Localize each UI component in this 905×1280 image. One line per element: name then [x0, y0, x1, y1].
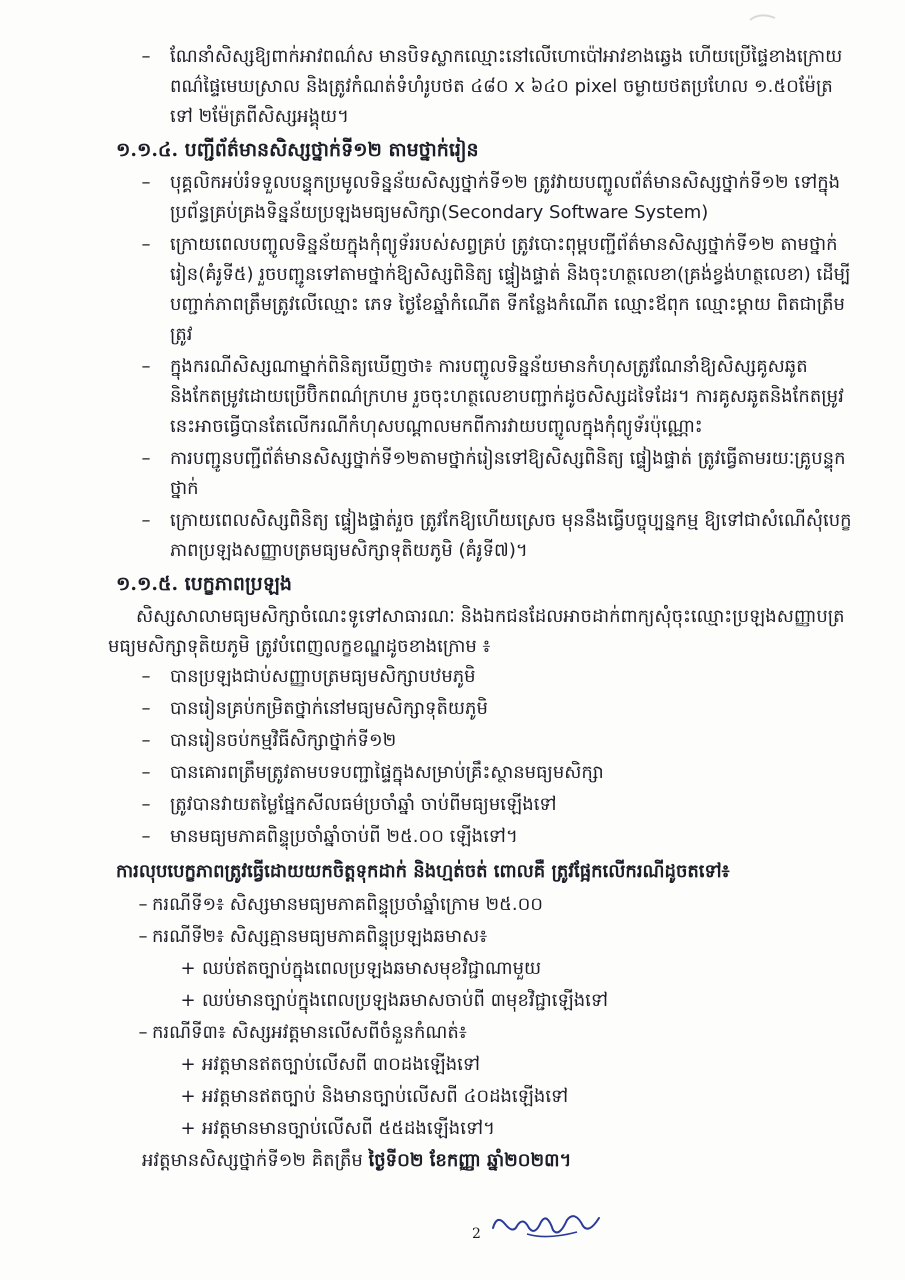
plus-bullet: +	[180, 1054, 196, 1075]
condition-item	[136, 662, 860, 692]
dash-bullet: –	[141, 172, 151, 193]
sub-item	[178, 954, 860, 984]
sub-item-text: អវត្តមានមានច្បាប់លើសពី ៥៥ដងឡើងទៅ។	[202, 1118, 495, 1139]
item-text: បានគោរពត្រឹមត្រូវតាមបទបញ្ជាផ្ទៃក្នុងសម្រាប់គ្រឹះស្ថានមធ្យមសិក្សា	[170, 762, 604, 783]
sub-item	[178, 1050, 860, 1080]
item-text: បានរៀនចប់កម្មវិធីសិក្សាថ្នាក់ទី១២	[170, 730, 397, 751]
condition-item	[136, 694, 860, 724]
dash-bullet: –	[141, 794, 151, 815]
item-text: មានមធ្យមភាគពិន្ទុប្រចាំឆ្នាំចាប់ពី ២៥.០០ ឡើងទៅ។	[170, 826, 518, 847]
case-text: ករណីទី៣៖ សិស្សអវត្តមានលើសពីចំនួនកំណត់៖	[152, 1022, 467, 1043]
item-text: បានរៀនគ្រប់កម្រិតថ្នាក់នៅមធ្យមសិក្សាទុតិយភូមិ	[170, 698, 488, 719]
dash-bullet: –	[141, 448, 151, 469]
sub-item	[178, 1114, 860, 1144]
dash-bullet: –	[141, 46, 151, 67]
dash-bullet: –	[138, 894, 148, 915]
removal-note: ការលុបបេក្ខភាពត្រូវធ្វើដោយយកចិត្តទុកដាក់ និងហ្មត់ចត់ ពោលគឺ ត្រូវផ្អែកលើករណីដូចតទៅ៖	[116, 861, 730, 882]
list-item	[136, 506, 860, 566]
item-text: ណែនាំសិស្សឱ្យពាក់អាវពណ៌ស មានបិទស្លាកឈ្មោះនៅលើហោប៉ៅអាវខាងឆ្វេង ហើយប្រើផ្ទៃខាងក្រោយ ពណ៌ផ្ទៃមេឃស្រាល និងត្រូវកំណត់ទំហំរូបថត ៤៨០ x ៦៤០ pixel ចម្ងាយថតប្រហែល ១.៥០ម៉ែត្រ ទៅ ២ម៉ែត្រពីសិស្សអង្គុយ។	[170, 46, 843, 127]
plus-bullet: +	[180, 990, 196, 1011]
case-item	[138, 890, 860, 920]
sub-item	[178, 1082, 860, 1112]
item-text: បុគ្គលិកអប់រំទទួលបន្ទុកប្រមូលទិន្នន័យសិស្សថ្នាក់ទី១២ ត្រូវវាយបញ្ចូលព័ត៌មានសិស្សថ្នាក់ទី១២ ទៅក្នុងប្រព័ន្ធគ្រប់គ្រងទិន្នន័យប្រឡងមធ្យមសិក្សា(Secondary Software System)	[170, 172, 841, 223]
dash-bullet: –	[141, 826, 151, 847]
list-item	[136, 42, 860, 132]
sub-item-text: អវត្តមានឥតច្បាប់លើសពី ៣០ដងឡើងទៅ	[202, 1054, 481, 1075]
plus-bullet: +	[180, 958, 196, 979]
case-text: ករណីទី១៖ សិស្សមានមធ្យមភាគពិន្ទុប្រចាំឆ្នាំក្រោម ២៥.០០	[152, 894, 544, 915]
condition-item	[136, 726, 860, 756]
dash-bullet: –	[141, 666, 151, 687]
item-text: ក្រោយពេលបញ្ចូលទិន្នន័យក្នុងកុំព្យូទ័ររបស់សព្វគ្រប់ ត្រូវបោះពុម្ពបញ្ជីព័ត៌មានសិស្សថ្នាក់ទី១២ តាមថ្នាក់រៀន(គំរូទី៥) រួចបញ្ជូនទៅតាមថ្នាក់ឱ្យសិស្សពិនិត្យ ផ្ទៀងផ្ទាត់ និងចុះហត្ថលេខា(គ្រង់ខ្វង់ហត្ថលេខា) ដើម្បីបញ្ជាក់ភាពត្រឹមត្រូវលើឈ្មោះ ភេទ ថ្ងៃខែឆ្នាំកំណើត ទីកន្លែងកំណើត ឈ្មោះឪពុក ឈ្មោះម្ដាយ ពិតជាត្រឹមត្រូវ	[170, 234, 851, 345]
dash-bullet: –	[138, 926, 148, 947]
item-text: ត្រូវបានវាយតម្លៃផ្នែកសីលធម៌ប្រចាំឆ្នាំ ចាប់ពីមធ្យមឡើងទៅ	[170, 794, 557, 815]
absence-prefix: អវត្តមានសិស្សថ្នាក់ទី១២ គិតត្រឹម	[142, 1150, 369, 1171]
case-item	[138, 1018, 860, 1048]
list-item	[136, 444, 860, 504]
dash-bullet: –	[141, 234, 151, 255]
sub-item	[178, 986, 860, 1016]
item-text: ក្នុងករណីសិស្សណាម្នាក់ពិនិត្យឃើញថា៖ ការបញ្ចូលទិន្នន័យមានកំហុសត្រូវណែនាំឱ្យសិស្សគូសឆូត និងកែតម្រូវដោយប្រើប៊ិកពណ៌ក្រហម រួចចុះហត្ថលេខាបញ្ជាក់ដូចសិស្សដទៃដែរ។ ការគូសឆូតនិងកែតម្រូវនេះអាចធ្វើបានតែលើករណីកំហុសបណ្តាលមកពីការវាយបញ្ចូលក្នុងកុំព្យូទ័រប៉ុណ្ណោះ	[170, 356, 844, 437]
section-heading-1-1-4: ១.១.៤. បញ្ជីព័ត៌មានសិស្សថ្នាក់ទី១២ តាមថ្នាក់រៀន	[116, 139, 479, 161]
case-item	[138, 922, 860, 952]
sub-item-text: ឈប់មានច្បាប់ក្នុងពេលប្រឡងឆមាសចាប់ពី ៣មុខវិជ្ជាឡើងទៅ	[202, 990, 608, 1011]
condition-item	[136, 822, 860, 852]
list-item	[136, 230, 860, 350]
page-footer	[472, 1208, 607, 1242]
section-heading-1-1-5: ១.១.៥. បេក្ខភាពប្រឡង	[116, 573, 292, 595]
case-text: ករណីទី២៖ សិស្សគ្មានមធ្យមភាគពិន្ទុប្រឡងឆមាស៖	[152, 926, 488, 947]
page-number: 2	[472, 1226, 481, 1242]
document-body	[108, 42, 860, 1176]
dash-bullet: –	[141, 356, 151, 377]
dash-bullet: –	[141, 698, 151, 719]
list-item	[136, 168, 860, 228]
item-text: ក្រោយពេលសិស្សពិនិត្យ ផ្ទៀងផ្ទាត់រួច ត្រូវកែឱ្យហើយស្រេច មុននឹងធ្វើបច្ចុប្បន្នកម្ម ឱ្យទៅជាសំណើសុំបេក្ខភាពប្រឡងសញ្ញាបត្រមធ្យមសិក្សាទុតិយភូមិ (គំរូទី៧)។	[170, 510, 852, 561]
sub-item-text: អវត្តមានឥតច្បាប់ និងមានច្បាប់លើសពី ៤០ដងឡើងទៅ	[202, 1086, 569, 1107]
signature-mark	[487, 1208, 607, 1242]
dash-bullet: –	[141, 730, 151, 751]
section-intro: សិស្សសាលាមធ្យមសិក្សាចំណេះទូទៅសាធារណៈ និងឯកជនដែលអាចដាក់ពាក្យសុំចុះឈ្មោះប្រឡងសញ្ញាបត្រមធ្យមសិក្សាទុតិយភូមិ ត្រូវបំពេញលក្ខខណ្ឌដូចខាងក្រោម ៖	[108, 606, 845, 657]
item-text: បានប្រឡងជាប់សញ្ញាបត្រមធ្យមសិក្សាបឋមភូមិ	[170, 666, 476, 687]
dash-bullet: –	[141, 510, 151, 531]
condition-item	[136, 758, 860, 788]
dash-bullet: –	[141, 762, 151, 783]
condition-item	[136, 790, 860, 820]
list-item	[136, 352, 860, 442]
plus-bullet: +	[180, 1118, 196, 1139]
absence-count-line	[142, 1146, 860, 1176]
item-text: ការបញ្ជូនបញ្ជីព័ត៌មានសិស្សថ្នាក់ទី១២តាមថ្នាក់រៀនទៅឱ្យសិស្សពិនិត្យ ផ្ទៀងផ្ទាត់ ត្រូវធ្វើតាមរយៈគ្រូបន្ទុកថ្នាក់	[170, 448, 846, 499]
absence-date: ថ្ងៃទី០២ ខែកញ្ញា ឆ្នាំ២០២៣។	[368, 1150, 572, 1171]
sub-item-text: ឈប់ឥតច្បាប់ក្នុងពេលប្រឡងឆមាសមុខវិជ្ជាណាមួយ	[202, 958, 542, 979]
plus-bullet: +	[180, 1086, 196, 1107]
scan-mark	[745, 8, 785, 28]
dash-bullet: –	[138, 1022, 148, 1043]
